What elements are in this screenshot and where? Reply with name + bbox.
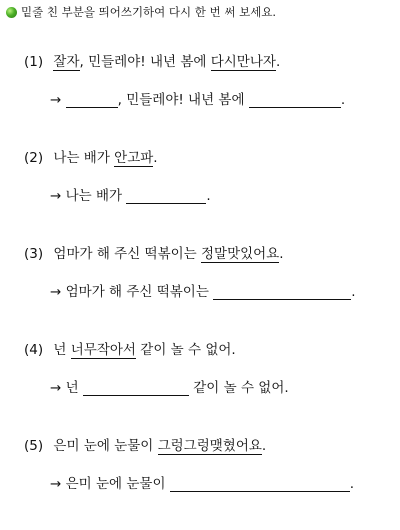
answer-text: . (206, 188, 211, 204)
underlined-phrase: 다시만나자 (210, 54, 276, 70)
answer-blank[interactable] (249, 93, 341, 108)
answer-blank[interactable] (126, 189, 206, 204)
underlined-phrase: 안고파 (114, 150, 154, 166)
underlined-phrase: 잘자 (53, 54, 80, 70)
question-3 (24, 242, 284, 262)
arrow-icon: → (50, 188, 62, 204)
question-number: (4) (24, 342, 44, 358)
question-text: , 민들레야! 내년 봄에 (79, 54, 211, 70)
answer-blank[interactable] (170, 477, 350, 492)
answer-text: . (349, 476, 355, 492)
green-bullet-icon (6, 7, 17, 18)
question-number: (2) (24, 150, 44, 166)
question-2 (24, 146, 158, 166)
question-text: 나는 배가 (53, 150, 115, 166)
question-text: 은미 눈에 눈물이 (53, 438, 158, 454)
answer-blank[interactable] (83, 381, 189, 396)
answer-line-3 (50, 280, 356, 300)
question-text: . (279, 246, 284, 262)
question-text: 넌 (53, 342, 71, 358)
question-text: . (275, 54, 281, 70)
answer-blank[interactable] (66, 93, 118, 108)
answer-line-2 (50, 184, 211, 204)
answer-text: . (340, 92, 346, 108)
answer-text: , 민들레야! 내년 봄에 (117, 92, 245, 108)
answer-text: . (351, 284, 356, 300)
answer-text: 같이 놀 수 없어. (193, 380, 289, 396)
question-text: . (261, 438, 267, 454)
question-text: 엄마가 해 주신 떡볶이는 (53, 246, 201, 262)
arrow-icon: → (50, 284, 62, 300)
answer-blank[interactable] (213, 285, 351, 300)
answer-text: 넌 (65, 380, 79, 396)
question-number: (3) (24, 246, 44, 262)
underlined-phrase: 너무작아서 (70, 342, 136, 358)
answer-text: 은미 눈에 눈물이 (65, 476, 166, 492)
answer-text: 엄마가 해 주신 떡볶이는 (65, 284, 209, 300)
question-text: . (153, 150, 158, 166)
question-1 (24, 50, 280, 70)
answer-line-4 (50, 376, 289, 396)
question-number: (1) (24, 54, 44, 70)
arrow-icon: → (50, 92, 62, 108)
instruction (6, 4, 276, 20)
instruction-text: 밑줄 친 부분을 띄어쓰기하여 다시 한 번 써 보세요. (21, 5, 277, 19)
answer-line-5 (50, 472, 354, 492)
question-number: (5) (24, 438, 44, 454)
underlined-phrase: 정말맛있어요 (201, 246, 280, 262)
question-4 (24, 338, 236, 358)
arrow-icon: → (50, 476, 62, 492)
answer-line-1 (50, 88, 345, 108)
arrow-icon: → (50, 380, 62, 396)
underlined-phrase: 그렁그렁맺혔어요 (157, 438, 262, 454)
question-text: 같이 놀 수 없어. (135, 342, 236, 358)
question-5 (24, 434, 266, 454)
answer-text: 나는 배가 (65, 188, 123, 204)
